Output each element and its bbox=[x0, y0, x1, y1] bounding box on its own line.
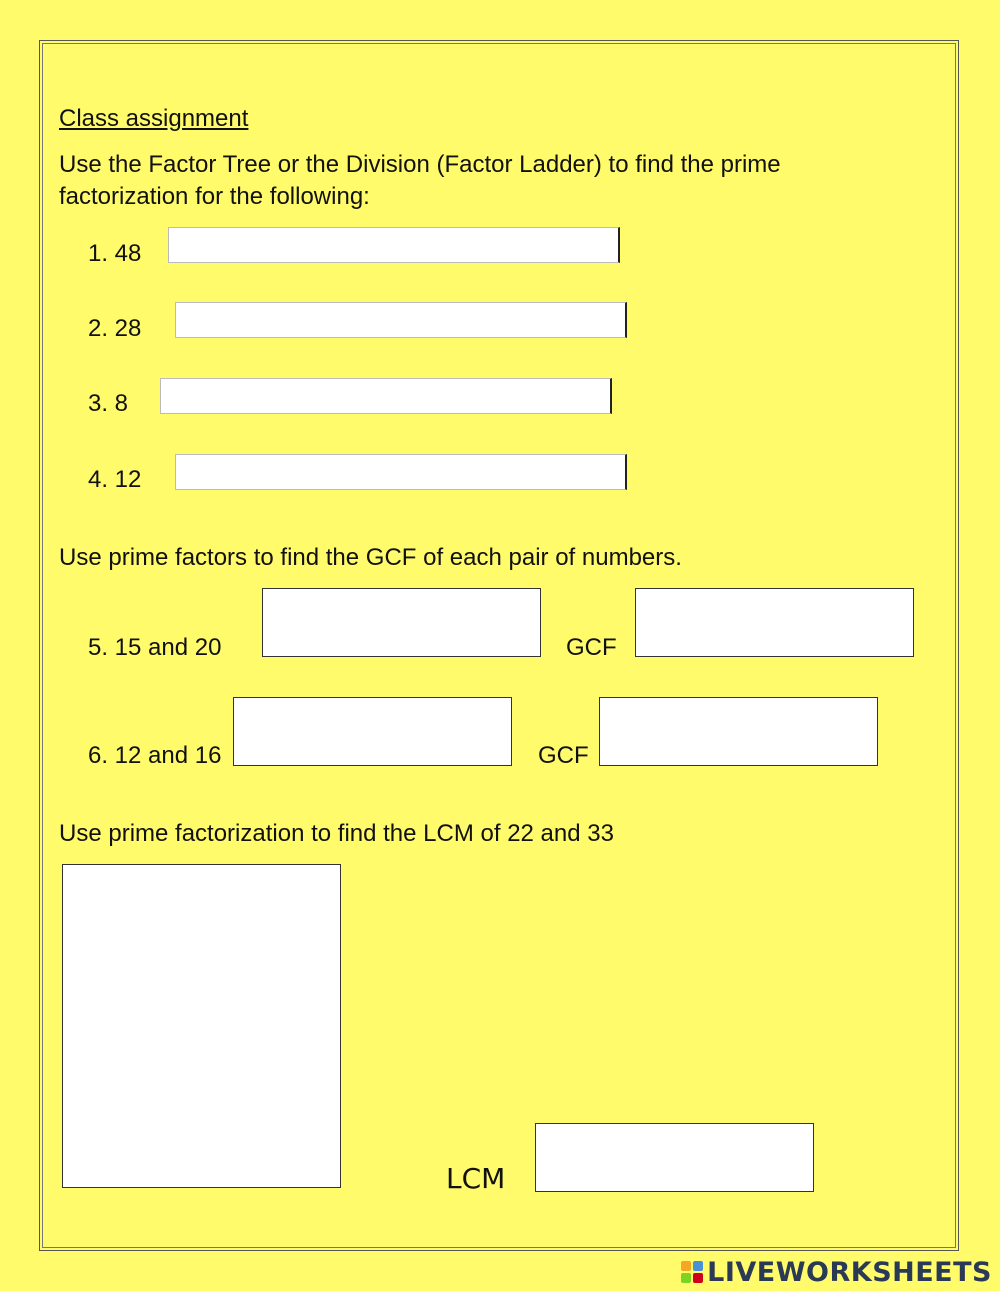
question-3-label: 3. 8 bbox=[88, 390, 129, 417]
lcm-label: LCM bbox=[446, 1162, 506, 1195]
question-1-label: 1. 48 bbox=[88, 240, 142, 267]
question-6-gcf-box[interactable] bbox=[599, 697, 878, 766]
instructions-line-2: factorization for the following: bbox=[59, 183, 370, 210]
question-2-answer-box[interactable] bbox=[175, 302, 627, 338]
lcm-answer-box[interactable] bbox=[535, 1123, 814, 1192]
liveworksheets-logo-icon bbox=[681, 1261, 703, 1283]
liveworksheets-logo-text: LIVEWORKSHEETS bbox=[707, 1256, 992, 1288]
question-1-answer-box[interactable] bbox=[168, 227, 620, 263]
question-5-label: 5. 15 and 20 bbox=[88, 634, 222, 661]
question-2-label: 2. 28 bbox=[88, 315, 142, 342]
gcf-instructions: Use prime factors to find the GCF of each pair of numbers. bbox=[59, 544, 682, 571]
liveworksheets-logo bbox=[681, 1257, 992, 1287]
lcm-instructions: Use prime factorization to find the LCM of 22 and 33 bbox=[59, 820, 614, 847]
question-3-answer-box[interactable] bbox=[160, 378, 612, 414]
worksheet-heading: Class assignment bbox=[59, 105, 249, 132]
question-4-label: 4. 12 bbox=[88, 466, 142, 493]
question-4-answer-box[interactable] bbox=[175, 454, 627, 490]
lcm-work-box[interactable] bbox=[62, 864, 341, 1188]
question-6-work-box[interactable] bbox=[233, 697, 512, 766]
question-6-gcf-label: GCF bbox=[538, 742, 589, 769]
question-6-label: 6. 12 and 16 bbox=[88, 742, 222, 769]
question-5-gcf-box[interactable] bbox=[635, 588, 914, 657]
instructions-line-1: Use the Factor Tree or the Division (Factor Ladder) to find the prime bbox=[59, 151, 781, 178]
question-5-gcf-label: GCF bbox=[566, 634, 617, 661]
question-5-work-box[interactable] bbox=[262, 588, 541, 657]
